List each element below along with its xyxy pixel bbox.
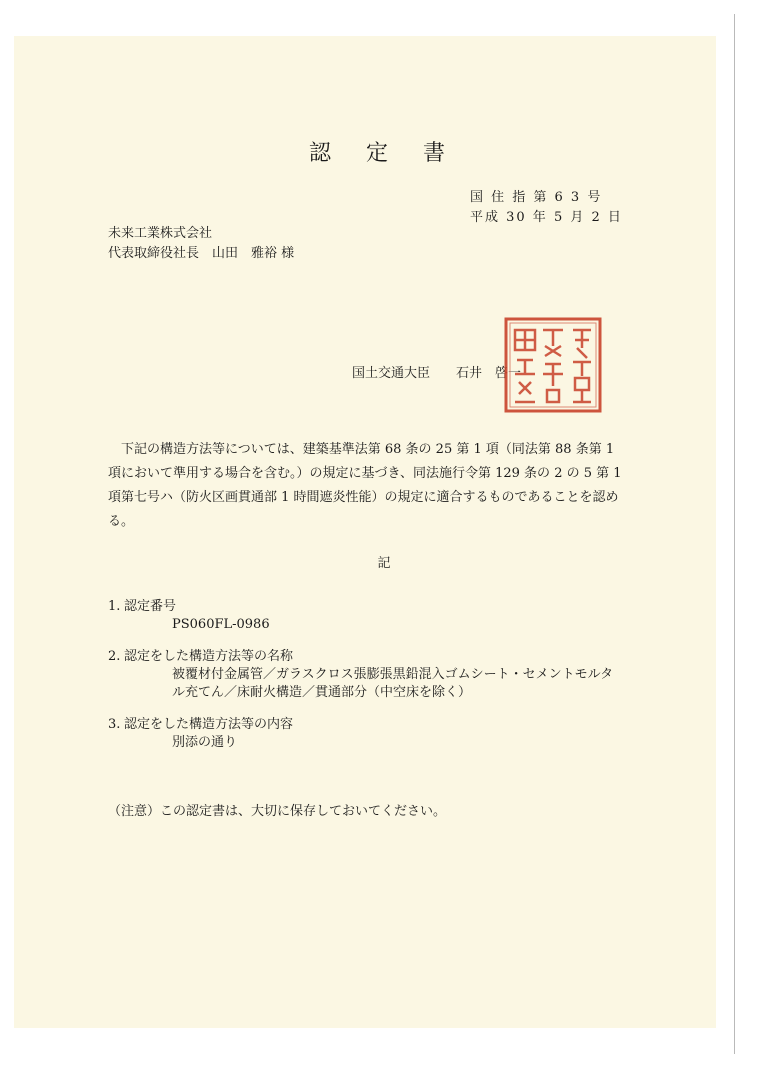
certification-items xyxy=(108,598,618,766)
scan-edge-line xyxy=(734,14,735,1054)
item-structure-content xyxy=(108,716,618,752)
issuer-block xyxy=(352,362,521,381)
item-number: 1. xyxy=(108,599,121,614)
official-seal-stamp xyxy=(503,316,603,414)
item-approval-number xyxy=(108,598,618,634)
certification-statement: 下記の構造方法等については、建築基準法第 68 条の 25 第 1 項（同法第 88 条第 1 項において準用する場合を含む。）の規定に基づき、同法施行令第 129 条の 2 の 5 第 1 項第七号ハ（防火区画貫通部 1 時間遮炎性能）の規定に適合するものであることを認める。 xyxy=(108,442,622,529)
item-detail: PS060FL-0986 xyxy=(172,617,270,632)
issue-date: 平成 30 年 5 月 2 日 xyxy=(470,210,623,225)
item-heading: 認定をした構造方法等の名称 xyxy=(124,649,294,664)
item-number: 3. xyxy=(108,717,121,732)
ki-marker: 記 xyxy=(377,556,391,571)
item-number: 2. xyxy=(108,649,121,664)
item-detail: 別添の通り xyxy=(172,735,238,750)
reference-number: 国 住 指 第 6 3 号 xyxy=(470,190,603,205)
issuer-title: 国土交通大臣 xyxy=(352,366,431,381)
item-detail: 被覆材付金属管／ガラスクロス張膨張黒鉛混入ゴムシート・セメントモルタル充てん／床耐火構造／貫通部分（中空床を除く） xyxy=(172,667,614,700)
document-title: 認 定 書 xyxy=(309,141,459,166)
issuer-name: 石井 啓一 xyxy=(456,366,522,381)
recipient-company: 未来工業株式会社 xyxy=(108,226,213,241)
storage-note: （注意）この認定書は、大切に保存しておいてください。 xyxy=(108,804,447,819)
item-structure-name xyxy=(108,648,618,702)
recipient-person: 代表取締役社長 山田 雅裕 様 xyxy=(108,246,295,261)
addressee-block xyxy=(108,224,294,264)
item-heading: 認定番号 xyxy=(124,599,177,614)
item-heading: 認定をした構造方法等の内容 xyxy=(124,717,294,732)
reference-block xyxy=(470,188,623,228)
